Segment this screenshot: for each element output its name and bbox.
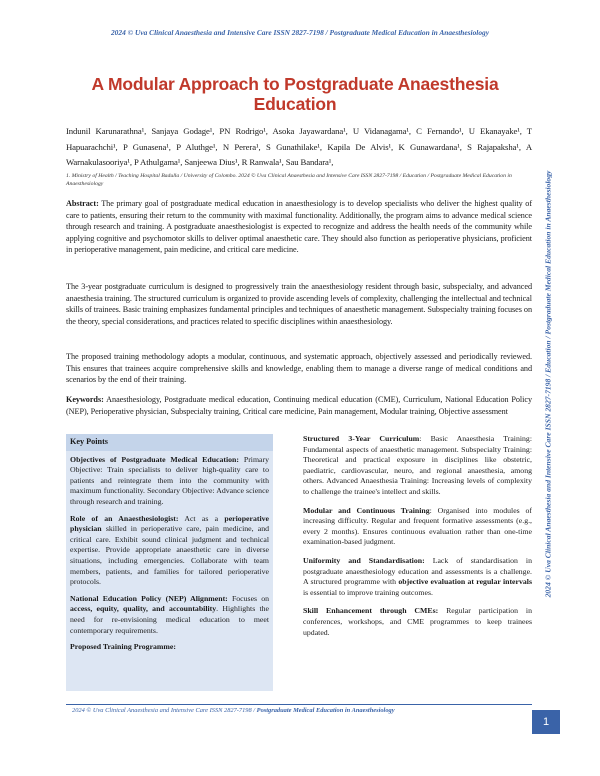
keywords-text: Anaesthesiology, Postgraduate medical education, Continuing medical education (CME), Curriculum, National Education Policy (NEP), Perioperative physician, Subspecialty training, Critical care medicine, Pain management, Modular training, Objective assessment xyxy=(66,395,533,416)
key-point-title: National Education Policy (NEP) Alignment: xyxy=(70,593,228,603)
key-point-text: Primary Objective: Train specialists to deliver high-quality care to patients and reintegrate them into the community with maximum functionality. Secondary Objective: Advance science through research and training. xyxy=(70,454,269,506)
abstract-paragraph-3: The proposed training methodology adopts a modular, continuous, and systematic approach, objectively assessed and periodically reviewed. This ensures that trainees acquire comprehensive skills and knowledge, enabling them to manage a diverse range of medical conditions and scenarios by the end of their training. xyxy=(66,352,532,385)
abstract-paragraph-2: The 3-year postgraduate curriculum is designed to progressively train the anaesthesiology resident through basic, subspecialty, and advanced anaesthesia training. The structured curriculum is organized to provide ascending levels of complexity, challenging the intellectual and technical skills of trainees. Basic training emphasizes fundamental principles and techniques of anaesthetic management. Subspecialty training focuses on the theory, special considerations, and practices related to specific disciplines within anaesthesiology. xyxy=(66,282,532,326)
key-point-role xyxy=(66,514,273,588)
key-point-title: Objectives of Postgraduate Medical Education: xyxy=(70,454,239,464)
section-title: Structured 3-Year Curriculum xyxy=(303,434,420,443)
running-header: 2024 © Uva Clinical Anaesthesia and Intensive Care ISSN 2827-7198 / Postgraduate Medical Education in Anaesthesiology xyxy=(110,28,490,37)
key-point-emphasis: access, equity, quality, and accountability xyxy=(70,604,217,614)
uniformity-section xyxy=(303,556,532,598)
abstract-paragraph-1 xyxy=(66,198,532,256)
section-title: Modular and Continuous Training xyxy=(303,505,430,515)
side-banner xyxy=(536,84,560,684)
key-point-text: . Highlights the need for re-envisioning medical education to meet contemporary requirements. xyxy=(70,604,269,635)
modular-section xyxy=(303,506,532,548)
key-point-text: skilled in perioperative care, pain medicine, and critical care. Exhibit sound clinical judgment and technical expertise. Provide appropriate anaesthetic care in diverse situations, including emergencies. Collaborate with team members, patients, and families for tailored perioperative protocols. xyxy=(70,524,270,587)
section-text: Regular participation in conferences, workshops, and CME programmes to keep trainees updated. xyxy=(303,606,532,637)
key-point-title: Proposed Training Programme: xyxy=(70,642,176,652)
key-point-title: Role of an Anaesthesiologist: xyxy=(70,513,179,523)
section-text: Lack of standardisation in postgraduate anaesthesiology education and assessments is a challenge. A structured programme with xyxy=(303,555,532,587)
page-number: 1 xyxy=(532,710,560,734)
keywords-label: Keywords: xyxy=(66,395,104,404)
abstract-text-1: The primary goal of postgraduate medical education in anaesthesiology is to develop specialists who deliver the highest quality of care to patients, ensuring their return to the community with maximal functionality. Additionally, the program aims to advance medical science through research and training. A postgraduate anaesthesiologist is expected to recognize and address the health needs of the community while applying cognitive and psychomotor skills to deliver optimal anaesthetic care. They should also function as perioperative physicians, proficient in perioperative management, pain medicine, and critical care medicine. xyxy=(66,199,533,255)
curriculum-section xyxy=(303,434,532,498)
section-text: is essential to improve training outcomes. xyxy=(303,587,433,597)
footer-right: Postgraduate Medical Education in Anaesthesiology xyxy=(256,707,395,714)
keywords-paragraph xyxy=(66,394,532,417)
affiliation: 1. Ministry of Health / Teaching Hospital Badulla / University of Colombo. 2024 © Uva Clinical Anaesthesia and Intensive Care ISSN 2827-7198 / Education / Postgraduate Medical Education in Anaesthesiology xyxy=(66,173,512,187)
section-text: : Organised into modules of increasing difficulty. Regular and frequent formative assessments (e.g., every 2 months). Ensures continuous evaluation rather than one-time examination-based judgment. xyxy=(303,505,532,547)
author-list: Indunil Karunarathna¹, Sanjaya Godage¹, PN Rodrigo¹, Asoka Jayawardana¹, U Vidanagama¹, C Fernando¹, U Ekanayake¹, T Hapuarachchi¹, P Gunasena¹, P Aluthge¹, N Perera¹, S Gunathilake¹, Kapila De Alvis¹, K Gunawardana¹, S Rajapaksha¹, A Warnakulasooriya¹, P Athulgama¹, Sanjeewa Dius¹, R Ranwala¹, Sau Bandara¹, xyxy=(66,126,532,168)
footer-text xyxy=(72,707,395,714)
abstract-label: Abstract: xyxy=(66,199,99,208)
article-title: A Modular Approach to Postgraduate Anaesthesia Education xyxy=(91,74,499,114)
cme-section xyxy=(303,606,532,638)
footer-rule xyxy=(66,704,532,705)
footer-left: 2024 © Uva Clinical Anaesthesia and Intensive Care ISSN 2827-7198 / xyxy=(72,707,256,714)
key-point-text: Act as a xyxy=(184,513,219,523)
section-text: : Basic Anaesthesia Training: Fundamental aspects of anaesthetic management. Subspecialty Training: Theoretical and practical exposure in disciplines like obstetric, paediatric, cardiovascular, neuro, and regional anaesthesia, among others. Advanced Anaesthesia Training: Increasing levels of complexity to challenge the trainee's intellect and skills. xyxy=(303,434,532,496)
section-title: Skill Enhancement through CMEs: xyxy=(303,606,439,616)
section-emphasis: objective evaluation at regular intervals xyxy=(398,577,532,587)
key-point-objectives xyxy=(66,455,273,508)
section-title: Uniformity and Standardisation: xyxy=(303,555,425,565)
key-point-nep xyxy=(66,594,273,636)
side-banner-text: 2024 © Uva Clinical Anaesthesia and Intensive Care ISSN 2827-7198 / Education / Postgraduate Medical Education in Anaesthesiology xyxy=(543,170,553,598)
key-point-text: Focuses on xyxy=(231,593,269,603)
key-points-box xyxy=(66,434,273,691)
key-point-emphasis: perioperative physician xyxy=(70,513,269,534)
key-points-heading: Key Points xyxy=(66,434,273,451)
right-column xyxy=(303,434,532,646)
key-point-programme xyxy=(66,642,273,653)
